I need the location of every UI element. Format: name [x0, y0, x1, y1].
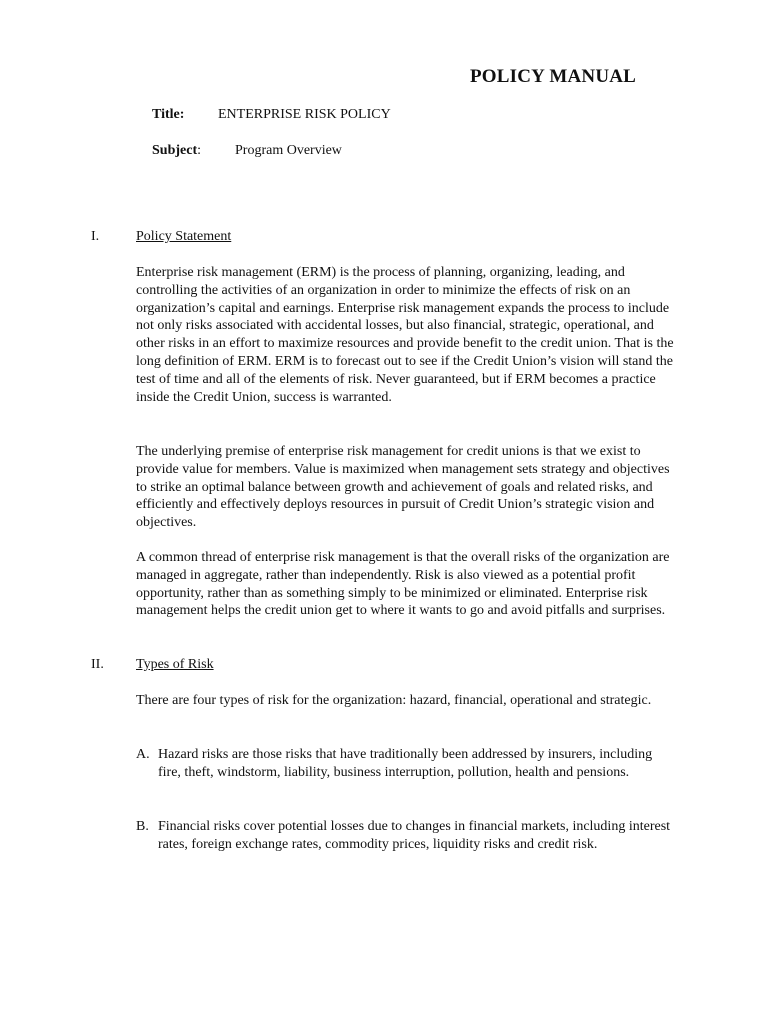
list-marker: A.	[136, 747, 150, 762]
subject-label: Subject	[152, 143, 198, 158]
title-label: Title:	[152, 107, 185, 122]
list-item	[136, 746, 676, 782]
section-1-paragraph-2: The underlying premise of enterprise risk management for credit unions is that we exist to provide value for members. Value is maximized when management sets strategy and objectives to strike an optimal balance between growth and achievement of goals and related risks, and efficiently and effectively deploys resources in pursuit of Credit Union’s strategic vision and objectives.	[136, 444, 670, 531]
section-1-numeral: I.	[91, 229, 100, 244]
section-1-heading: Policy Statement	[136, 229, 232, 244]
manual-title: POLICY MANUAL	[470, 66, 637, 87]
section-1-paragraph-1: Enterprise risk management (ERM) is the process of planning, organizing, leading, and controlling the activities of an organization in order to minimize the effects of risk on an organization’s capital and earnings. Enterprise risk management expands the process to include not only risks associated with accidental losses, but also financial, strategic, operational, and other risks in an effort to maximize resources and provide benefit to the credit union. That is the long definition of ERM. ERM is to forecast out to see if the Credit Union’s vision will stand the test of time and all of the elements of risk. Never guaranteed, but if ERM becomes a practice inside the Credit Union, success is warranted.	[136, 265, 674, 405]
section-2-numeral: II.	[91, 657, 104, 672]
section-2-intro: There are four types of risk for the organization: hazard, financial, operational and strategic.	[136, 693, 652, 708]
subject-colon: :	[197, 143, 202, 158]
list-item	[136, 818, 676, 854]
list-marker: B.	[136, 819, 149, 834]
section-1-paragraph-3: A common thread of enterprise risk management is that the overall risks of the organization are managed in aggregate, rather than independently. Risk is also viewed as a potential profit opportunity, rather than as something simply to be minimized or eliminated. Enterprise risk management helps the credit union get to where it wants to go and avoid pitfalls and surprises.	[136, 550, 670, 619]
list-item-text: Financial risks cover potential losses due to changes in financial markets, including interest rates, foreign exchange rates, commodity prices, liquidity risks and credit risk.	[158, 819, 671, 852]
meta-title-row	[152, 107, 391, 123]
meta-subject-row	[152, 143, 342, 159]
section-2-heading: Types of Risk	[136, 657, 214, 672]
title-value: ENTERPRISE RISK POLICY	[218, 107, 391, 122]
subject-value: Program Overview	[235, 143, 342, 158]
list-item-text: Hazard risks are those risks that have traditionally been addressed by insurers, including fire, theft, windstorm, liability, business interruption, pollution, health and pensions.	[158, 747, 653, 780]
